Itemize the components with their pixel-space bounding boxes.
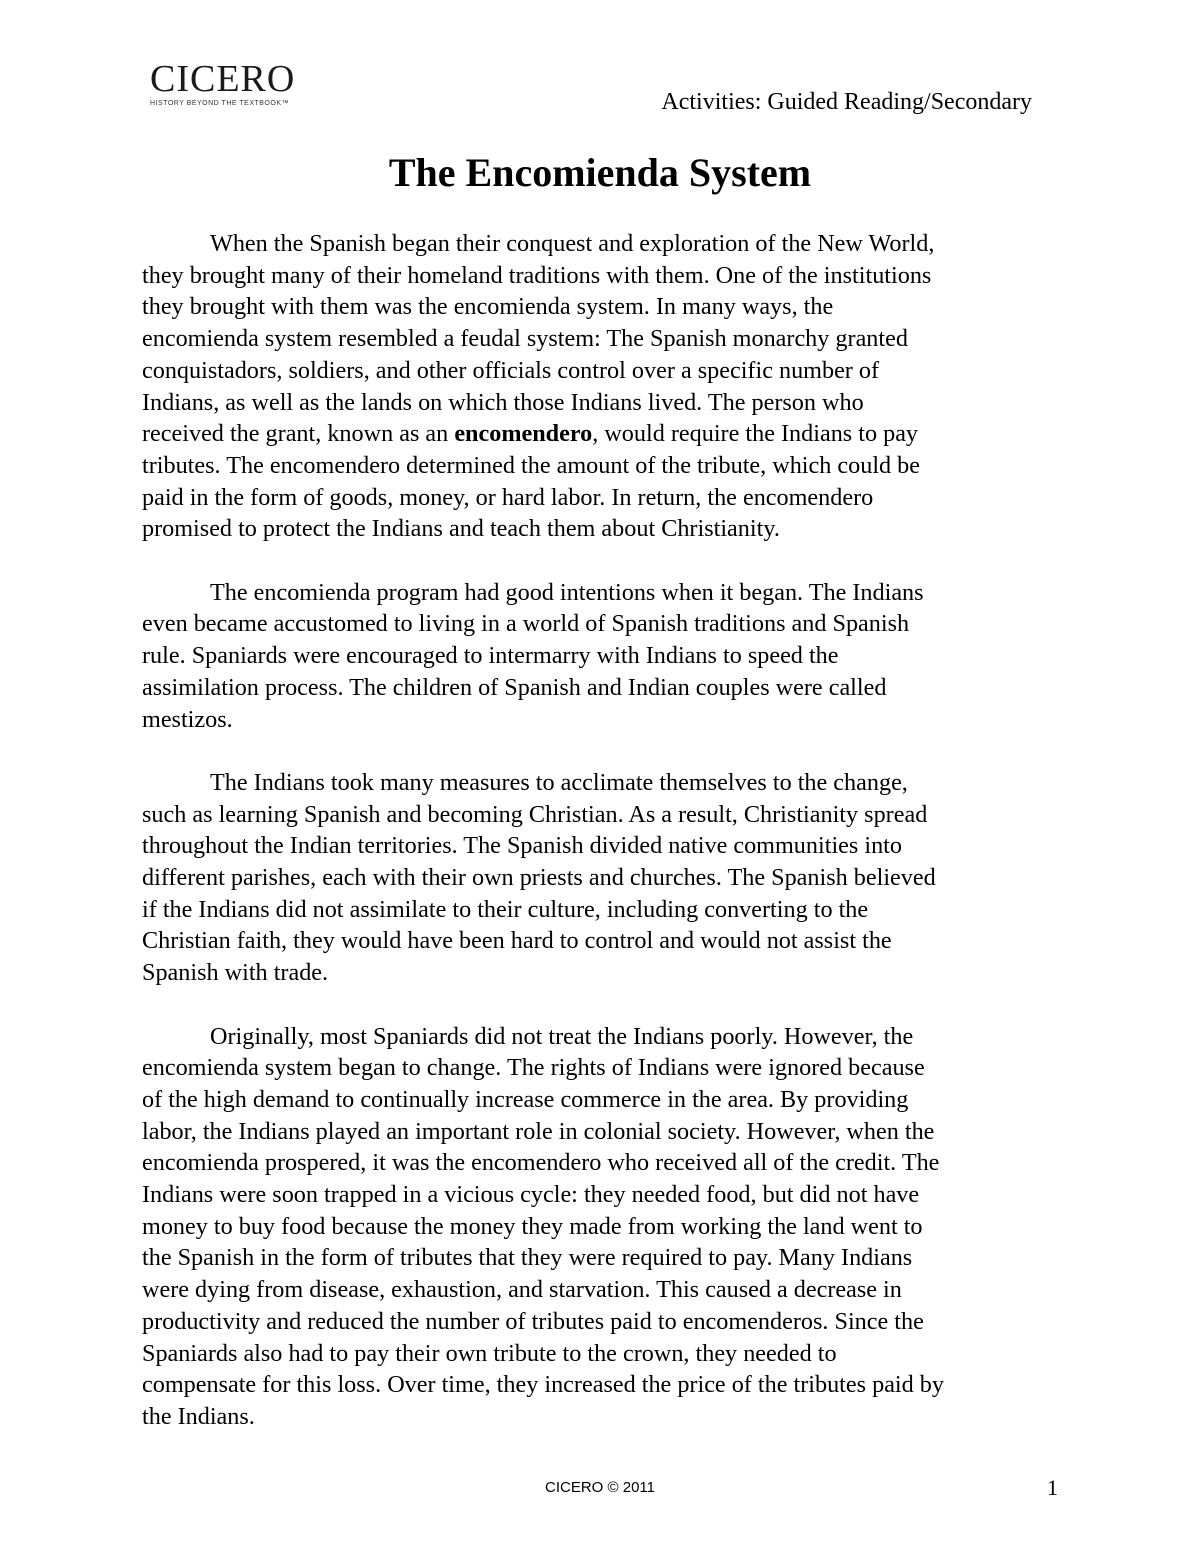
text-line: encomienda system began to change. The rights of Indians were ignored because [142, 1054, 925, 1082]
paragraph-3 [142, 767, 1064, 989]
text-line: When the Spanish began their conquest and exploration of the New World, [210, 230, 935, 257]
text-line: they brought many of their homeland traditions with them. One of the institutions [142, 261, 932, 289]
text-fragment: , would require the Indians to pay [592, 420, 919, 448]
text-line: Spaniards also had to pay their own tribute to the crown, they needed to [142, 1339, 837, 1367]
text-line: they brought with them was the encomienda system. In many ways, the [142, 293, 834, 321]
text-line: paid in the form of goods, money, or hard labor. In return, the encomendero [142, 483, 874, 511]
paragraph-2 [142, 577, 1064, 736]
text-line: were dying from disease, exhaustion, and starvation. This caused a decrease in [142, 1276, 902, 1304]
page-number: 1 [1047, 1475, 1058, 1500]
paragraph-4 [142, 1021, 1064, 1433]
footer-copyright: CICERO © 2011 [545, 1479, 655, 1496]
text-line: The encomienda program had good intentions when it began. The Indians [210, 578, 924, 606]
paragraph-1 [142, 228, 1064, 545]
text-line: Originally, most Spaniards did not treat the Indians poorly. However, the [210, 1022, 914, 1050]
text-line: assimilation process. The children of Spanish and Indian couples were called [142, 673, 887, 701]
text-line: the Spanish in the form of tributes that they were required to pay. Many Indians [142, 1244, 913, 1272]
document-body [142, 228, 1064, 1464]
text-line: rule. Spaniards were encouraged to intermarry with Indians to speed the [142, 642, 839, 670]
text-line: tributes. The encomendero determined the amount of the tribute, which could be [142, 451, 921, 479]
text-line: encomienda prospered, it was the encomendero who received all of the credit. The [142, 1149, 940, 1177]
text-line: different parishes, each with their own priests and churches. The Spanish believed [142, 864, 936, 892]
key-term-encomendero: encomendero [454, 420, 593, 448]
text-line: compensate for this loss. Over time, they increased the price of the tributes paid by [142, 1371, 944, 1399]
text-line: of the high demand to continually increase commerce in the area. By providing [142, 1085, 909, 1113]
text-line: such as learning Spanish and becoming Christian. As a result, Christianity spread [142, 800, 928, 828]
text-line-with-term [142, 418, 1064, 450]
logo-tagline: HISTORY BEYOND THE TEXTBOOK™ [150, 100, 289, 107]
document-title: The Encomienda System [388, 150, 812, 195]
text-line: Indians, as well as the lands on which those Indians lived. The person who [142, 388, 864, 416]
text-fragment: received the grant, known as an [142, 420, 455, 448]
text-line: money to buy food because the money they made from working the land went to [142, 1212, 923, 1240]
text-line: promised to protect the Indians and teach them about Christianity. [142, 515, 780, 543]
cicero-logo [150, 60, 320, 107]
text-line: labor, the Indians played an important role in colonial society. However, when the [142, 1117, 935, 1145]
text-line: even became accustomed to living in a world of Spanish traditions and Spanish [142, 610, 910, 638]
text-line: conquistadors, soldiers, and other officials control over a specific number of [142, 356, 880, 384]
text-line: encomienda system resembled a feudal system: The Spanish monarchy granted [142, 325, 908, 353]
text-line: if the Indians did not assimilate to their culture, including converting to the [142, 895, 869, 923]
text-line: productivity and reduced the number of tributes paid to encomenderos. Since the [142, 1307, 924, 1335]
text-line: the Indians. [142, 1402, 255, 1430]
activity-type-label: Activities: Guided Reading/Secondary [661, 89, 1032, 115]
text-line: mestizos. [142, 705, 233, 733]
text-line: Christian faith, they would have been hard to control and would not assist the [142, 927, 892, 955]
text-line: Spanish with trade. [142, 959, 329, 987]
text-line: throughout the Indian territories. The Spanish divided native communities into [142, 832, 902, 860]
text-line: The Indians took many measures to acclimate themselves to the change, [210, 768, 908, 796]
text-line: Indians were soon trapped in a vicious cycle: they needed food, but did not have [142, 1181, 920, 1209]
logo-wordmark: CICERO [150, 58, 296, 100]
